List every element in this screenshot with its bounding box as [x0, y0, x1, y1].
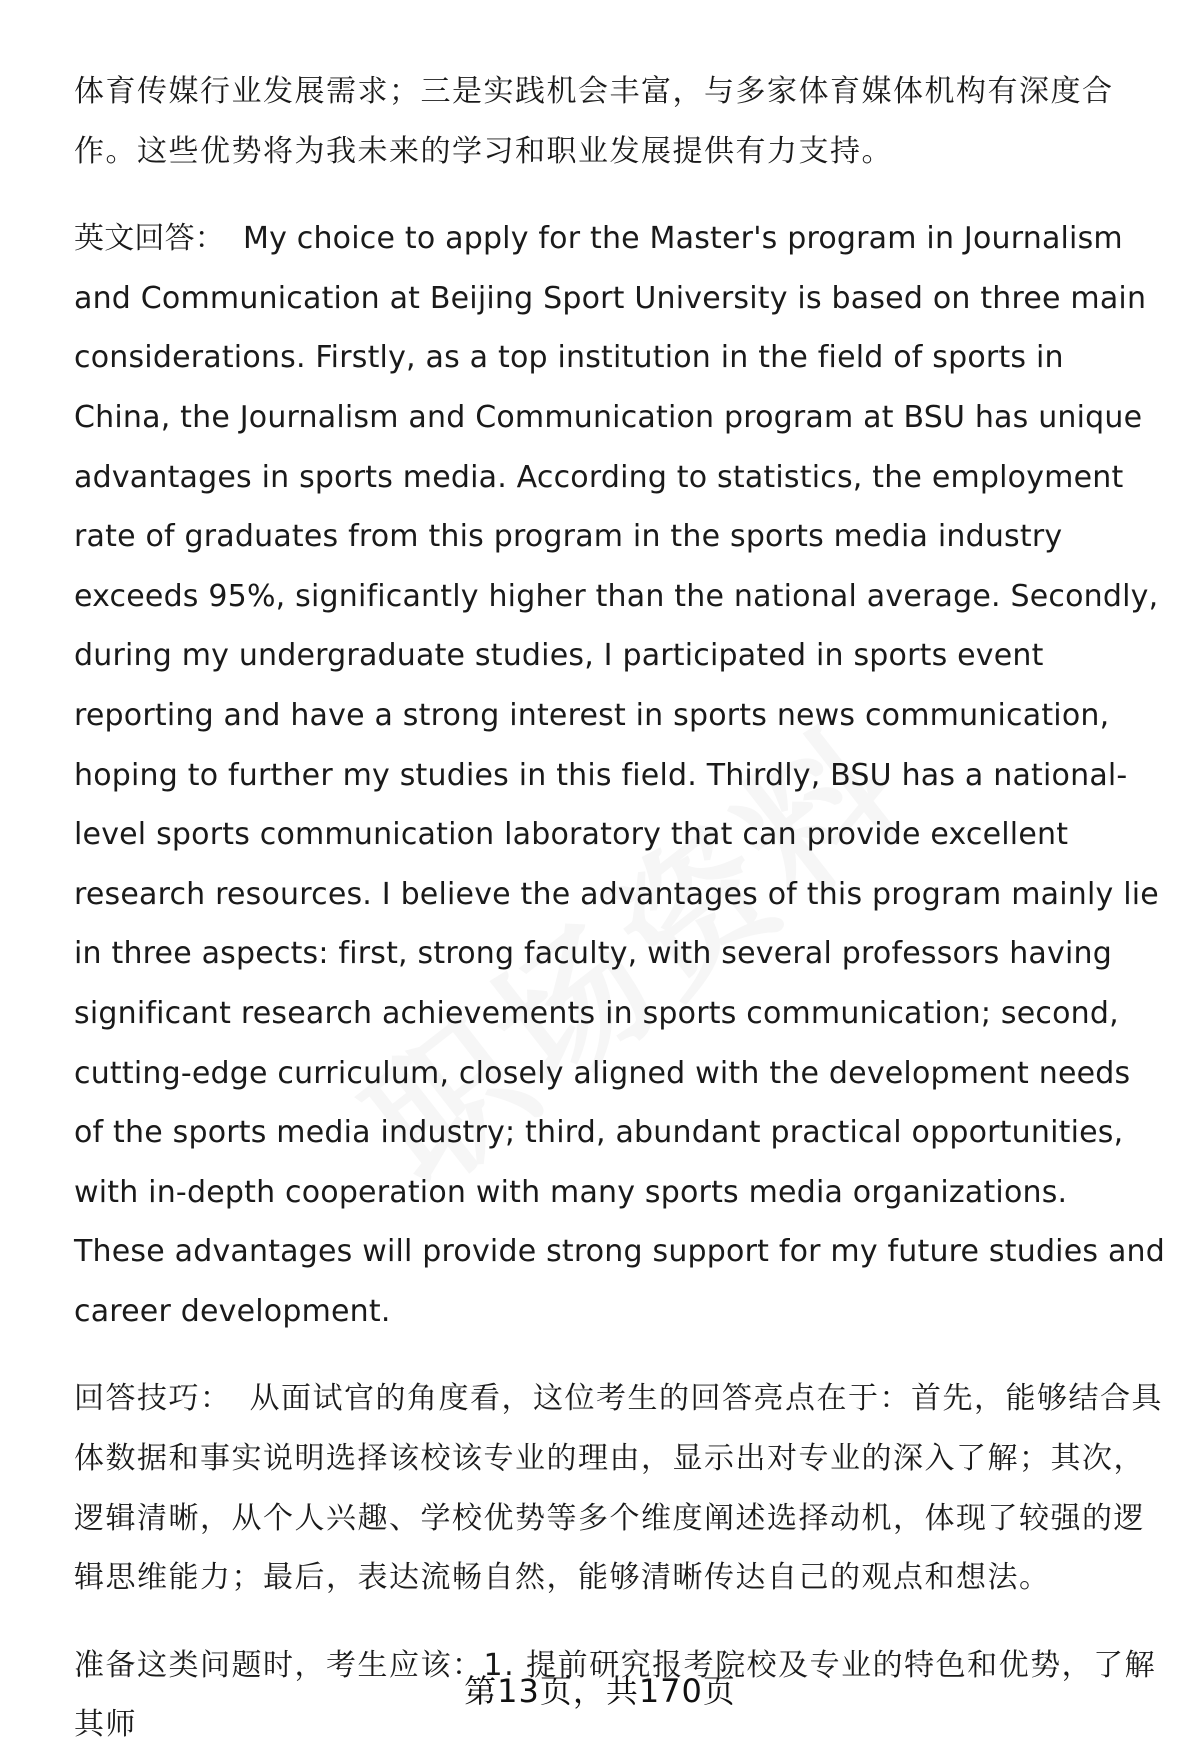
- paragraph-text: My choice to apply for the Master's program in Journalism and Communication at Beijing Sport University is based on three main considerations. Firstly, as a top institution in the field of sports in China, the Journalism and Communication program at BSU has unique advantages in sports media. According to statistics, the employment rate of graduates from this program in the sports media industry exceeds 95%, significantly higher than the national average. Secondly, during my undergraduate studies, I participated in sports event reporting and have a strong interest in sports news communication, hoping to further my studies in this field. Thirdly, BSU has a national-level sports communication laboratory that can provide excellent research resources. I believe the advantages of this program mainly lie in three aspects: first, strong faculty, with several professors having significant research achievements in sports communication; second, cutting-edge curriculum, closely aligned with the development needs of the sports media industry; third, abundant practical opportunities, with in-depth cooperation with many sports media organizations. These advantages will provide strong support for my future studies and career development.: [74, 221, 1165, 1329]
- english-answer-label: 英文回答：: [74, 221, 225, 257]
- paragraph-english-answer: [74, 209, 1166, 1341]
- answer-tips-label: 回答技巧：: [74, 1381, 232, 1417]
- paragraph-text: 从面试官的角度看，这位考生的回答亮点在于：首先，能够结合具体数据和事实说明选择该校该专业的理由，显示出对专业的深入了解；其次，逻辑清晰，从个人兴趣、学校优势等多个维度阐述选择动机，体现了较强的逻辑思维能力；最后，表达流畅自然，能够清晰传达自己的观点和想法。: [74, 1381, 1163, 1596]
- page-number: 第13页，共170页: [464, 1672, 736, 1710]
- paragraph-answer-tips: [74, 1369, 1166, 1607]
- paragraph-advantages-continued: [74, 62, 1166, 181]
- paragraph-text: 体育传媒行业发展需求；三是实践机会丰富，与多家体育媒体机构有深度合作。这些优势将为我未来的学习和职业发展提供有力支持。: [74, 74, 1114, 169]
- paragraph-text: 准备这类问题时，考生应该：1. 提前研究报考院校及专业的特色和优势，了解其师: [74, 1647, 1157, 1743]
- document-body: [74, 62, 1166, 1755]
